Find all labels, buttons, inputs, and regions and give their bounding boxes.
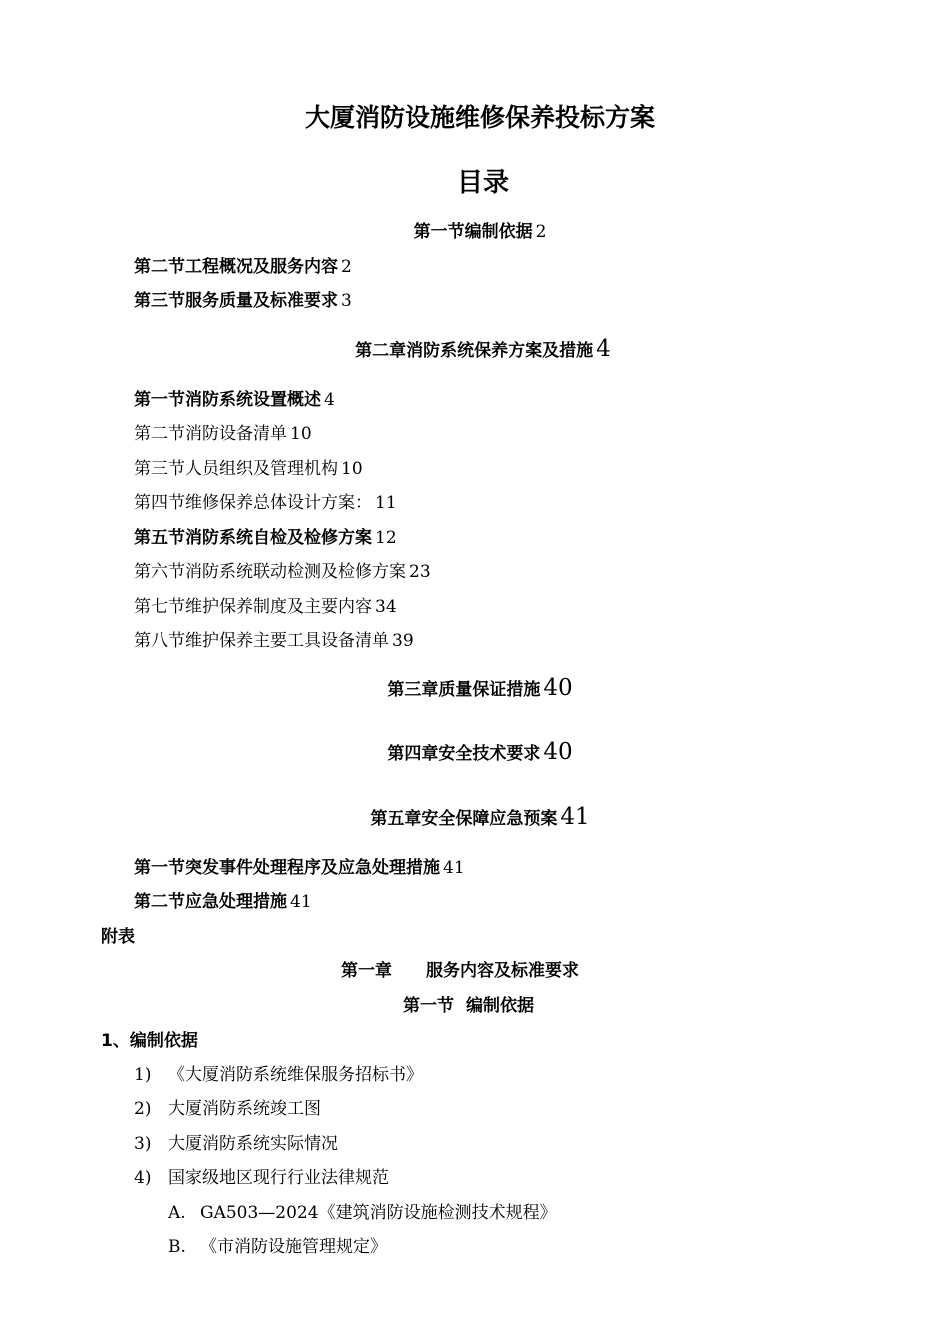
- toc-entry-page: 4: [324, 390, 335, 410]
- toc-entry[interactable]: [134, 857, 465, 879]
- toc-entry-text: 第三节服务质量及标准要求: [134, 291, 338, 311]
- toc-entry[interactable]: [134, 256, 352, 278]
- toc-entry-page: 23: [409, 562, 431, 582]
- toc-entry-page: 11: [375, 493, 397, 513]
- list-item: [134, 1064, 423, 1086]
- toc-entry[interactable]: [134, 290, 352, 312]
- list-marker: 4): [134, 1168, 152, 1188]
- list-item-text: 大厦消防系统实际情况: [168, 1134, 338, 1154]
- toc-entry-text: 第八节维护保养主要工具设备清单: [134, 631, 389, 651]
- toc-entry-text: 第六节消防系统联动检测及检修方案: [134, 562, 406, 582]
- toc-chapter-entry[interactable]: [0, 806, 950, 830]
- toc-entry[interactable]: [0, 221, 950, 243]
- toc-entry-text: 第四章安全技术要求: [387, 744, 541, 764]
- toc-entry-page: 2: [341, 257, 352, 277]
- list-item: [134, 1133, 338, 1155]
- section-label: 第一节: [403, 996, 454, 1016]
- appendix-label: 附表: [101, 927, 135, 947]
- toc-entry[interactable]: [134, 389, 335, 411]
- toc-entry-text: 第一节消防系统设置概述: [134, 390, 321, 410]
- toc-entry-page: 10: [290, 424, 312, 444]
- toc-entry-text: 第二节应急处理措施: [134, 892, 287, 912]
- toc-entry-page: 40: [543, 675, 573, 701]
- toc-entry[interactable]: [134, 596, 397, 618]
- toc-entry[interactable]: [134, 891, 312, 913]
- toc-entry-page: 3: [341, 291, 352, 311]
- toc-entry-text: 第二章消防系统保养方案及措施: [355, 341, 594, 361]
- toc-entry[interactable]: [134, 630, 414, 652]
- toc-entry[interactable]: [134, 458, 363, 480]
- toc-entry[interactable]: [134, 561, 431, 583]
- document-title: 大厦消防设施维修保养投标方案: [304, 103, 655, 132]
- toc-entry-page: 39: [392, 631, 414, 651]
- toc-entry-text: 第三节人员组织及管理机构: [134, 459, 338, 479]
- toc-entry-page: 34: [375, 597, 397, 617]
- toc-entry-text: 第七节维护保养制度及主要内容: [134, 597, 372, 617]
- section-heading: [403, 995, 534, 1017]
- chapter-label: 第一章: [341, 961, 392, 981]
- toc-entry[interactable]: [134, 492, 397, 514]
- chapter-title: 服务内容及标准要求: [426, 961, 579, 981]
- sub-list-item: [168, 1202, 557, 1224]
- toc-entry-page: 12: [375, 528, 397, 548]
- list-marker: 3): [134, 1134, 152, 1154]
- list-item-text: 《大厦消防系统维保服务招标书》: [168, 1065, 423, 1085]
- toc-entry-text: 第五章安全保障应急预案: [370, 809, 558, 829]
- toc-entry-text: 第二节工程概况及服务内容: [134, 257, 338, 277]
- list-item: [134, 1167, 389, 1189]
- toc-entry-page: 2: [535, 222, 547, 242]
- toc-entry[interactable]: [134, 423, 312, 445]
- toc-chapter-entry[interactable]: [0, 677, 950, 701]
- toc-entry-page: 40: [543, 739, 573, 765]
- toc-entry-page: 41: [560, 804, 590, 830]
- toc-entry-text: 第四节维修保养总体设计方案：: [134, 493, 372, 513]
- chapter-heading: [341, 960, 579, 982]
- list-item: [134, 1098, 321, 1120]
- toc-chapter-entry[interactable]: [0, 338, 950, 362]
- toc-entry-page: 41: [443, 858, 465, 878]
- list-marker: 2): [134, 1099, 152, 1119]
- subsection-heading: 1、编制依据: [101, 1031, 198, 1051]
- sub-list-item: [168, 1236, 387, 1258]
- toc-entry-page: 10: [341, 459, 363, 479]
- toc-chapter-entry[interactable]: [0, 741, 950, 765]
- toc-entry-text: 第二节消防设备清单: [134, 424, 287, 444]
- sub-list-item-text: GA503—2024《建筑消防设施检测技术规程》: [200, 1203, 557, 1223]
- toc-heading: 目录: [456, 168, 509, 198]
- toc-entry-page: 4: [596, 336, 611, 362]
- list-item-text: 大厦消防系统竣工图: [168, 1099, 321, 1119]
- toc-entry-text: 第三章质量保证措施: [387, 680, 541, 700]
- list-item-text: 国家级地区现行行业法律规范: [168, 1168, 389, 1188]
- list-marker: 1): [134, 1065, 152, 1085]
- sub-list-item-text: 《市消防设施管理规定》: [200, 1237, 387, 1257]
- toc-entry[interactable]: [134, 527, 397, 549]
- toc-entry-text: 第一节突发事件处理程序及应急处理措施: [134, 858, 440, 878]
- toc-entry-text: 第一节编制依据: [413, 222, 533, 242]
- toc-entry-text: 第五节消防系统自检及检修方案: [134, 528, 372, 548]
- section-title: 编制依据: [466, 996, 534, 1016]
- toc-entry-page: 41: [290, 892, 312, 912]
- sub-list-marker: A.: [168, 1203, 186, 1223]
- sub-list-marker: B.: [168, 1237, 186, 1257]
